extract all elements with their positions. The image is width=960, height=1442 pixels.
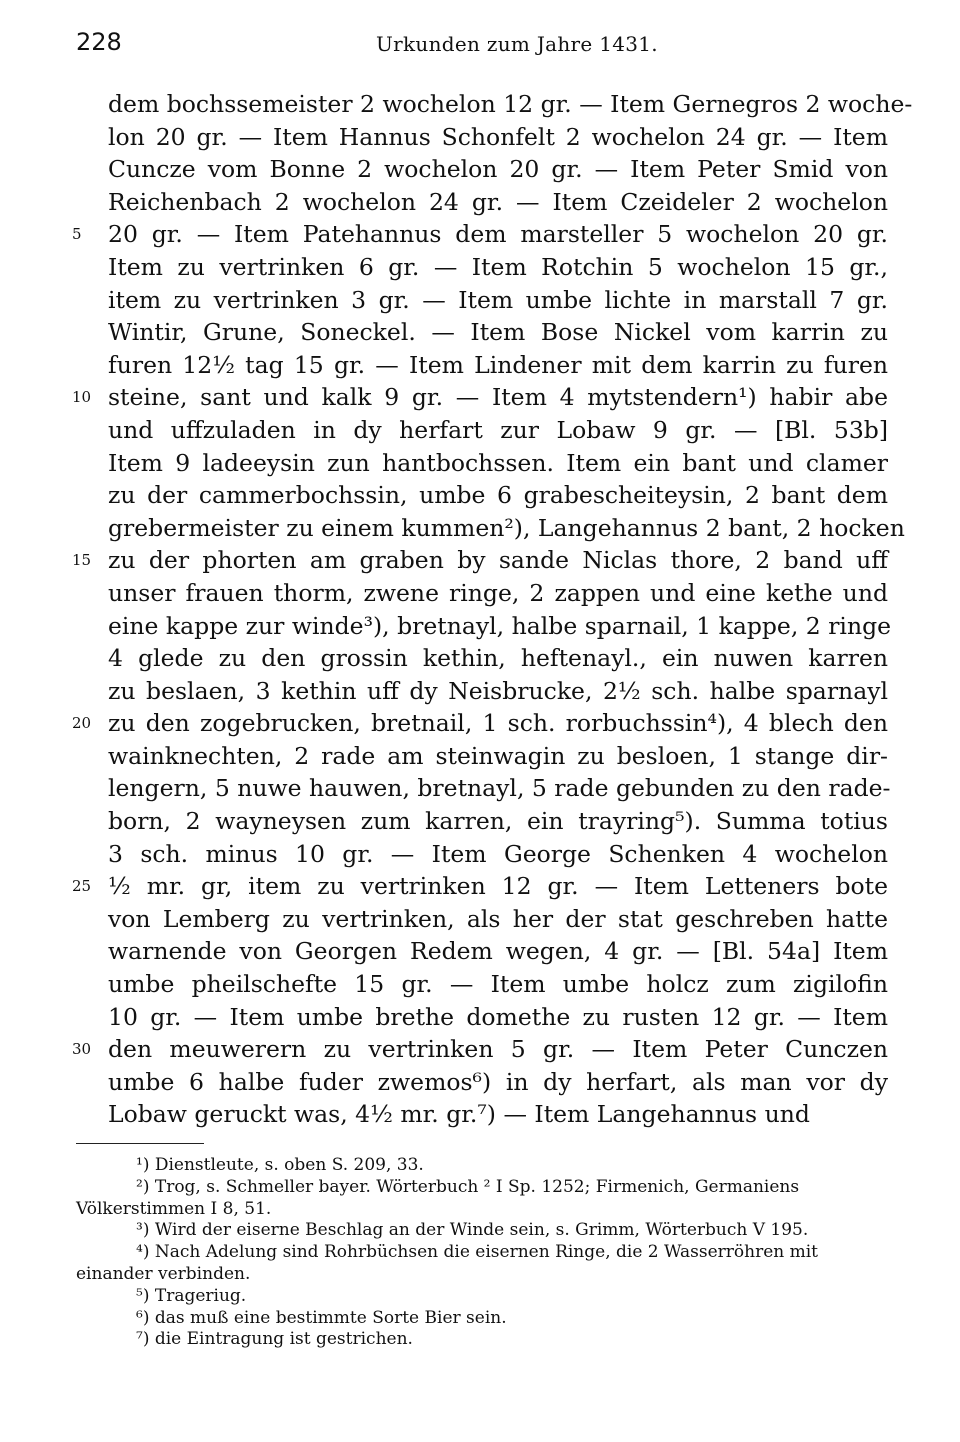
text-line: grebermeister zu einem kummen²), Langehannus 2 bant, 2 hocken <box>108 513 905 542</box>
footnote: ⁵) Trageriug. <box>136 1285 247 1306</box>
text-line: den meuwerern zu vertrinken 5 gr. — Item Peter Cunczen <box>108 1035 888 1064</box>
running-title: Urkunden zum Jahre 1431. <box>376 32 658 56</box>
text-line-wrapper <box>72 1033 888 1066</box>
text-line: lengern, 5 nuwe hauwen, bretnayl, 5 rade gebunden zu den rade- <box>108 774 891 803</box>
footnote-continuation: Völkerstimmen I 8, 51. <box>76 1198 272 1219</box>
text-line: 3 sch. minus 10 gr. — Item George Schenken 4 wochelon <box>108 839 888 868</box>
text-line-wrapper <box>72 381 888 414</box>
text-line: Item zu vertrinken 6 gr. — Item Rotchin 5 wochelon 15 gr., <box>108 252 888 281</box>
text-line: umbe pheilschefte 15 gr. — Item umbe holcz zum zigilofin <box>108 970 888 999</box>
text-line: ½ mr. gr, item zu vertrinken 12 gr. — Item Letteners bote <box>108 872 888 901</box>
text-line-wrapper <box>72 707 888 740</box>
text-line: warnende von Georgen Redem wegen, 4 gr. — [Bl. 54a] Item <box>108 937 888 966</box>
text-line: Lobaw geruckt was, 4½ mr. gr.⁷) — Item Langehannus und <box>108 1100 810 1129</box>
text-line: und uffzuladen in dy herfart zur Lobaw 9 gr. — [Bl. 53b] <box>108 415 888 444</box>
footnote: ¹) Dienstleute, s. oben S. 209, 33. <box>136 1155 424 1175</box>
text-line: steine, sant und kalk 9 gr. — Item 4 mytstendern¹) habir abe <box>108 383 888 412</box>
text-line: zu der cammerbochssin, umbe 6 grabescheiteysin, 2 bant dem <box>108 481 888 510</box>
text-line: 20 gr. — Item Patehannus dem marsteller 5 wochelon 20 gr. <box>108 220 888 249</box>
footnote-divider <box>76 1143 204 1144</box>
text-line: umbe 6 halbe fuder zwemos⁶) in dy herfart, als man vor dy <box>108 1067 888 1096</box>
text-line: furen 12½ tag 15 gr. — Item Lindener mit dem karrin zu furen <box>108 350 888 379</box>
text-line: Item 9 ladeeysin zun hantbochssen. Item ein bant und clamer <box>108 448 888 477</box>
line-number: 25 <box>72 877 92 896</box>
text-line: 10 gr. — Item umbe brethe domethe zu rusten 12 gr. — Item <box>108 1002 888 1031</box>
page-header <box>76 28 886 64</box>
footnote: ²) Trog, s. Schmeller bayer. Wörterbuch ² I Sp. 1252; Firmenich, Germaniens <box>136 1176 800 1197</box>
page-number: 228 <box>76 28 122 56</box>
text-line: Wintir, Grune, Soneckel. — Item Bose Nickel vom karrin zu <box>108 318 888 347</box>
text-line-wrapper <box>72 870 888 903</box>
line-number: 20 <box>72 714 92 733</box>
text-line: von Lemberg zu vertrinken, als her der stat geschreben hatte <box>108 904 888 933</box>
line-number: 30 <box>72 1040 92 1059</box>
text-line: lon 20 gr. — Item Hannus Schonfelt 2 wochelon 24 gr. — Item <box>108 122 888 151</box>
line-number: 10 <box>72 388 92 407</box>
footnote-continuation: einander verbinden. <box>76 1263 251 1284</box>
line-number: 15 <box>72 551 92 570</box>
text-line: zu den zogebrucken, bretnail, 1 sch. rorbuchssin⁴), 4 blech den <box>108 709 888 738</box>
line-number: 5 <box>72 225 82 244</box>
text-line-wrapper <box>72 218 888 251</box>
text-line: unser frauen thorm, zwene ringe, 2 zappen und eine kethe und <box>108 578 888 607</box>
text-line: Reichenbach 2 wochelon 24 gr. — Item Czeideler 2 wochelon <box>108 187 888 216</box>
text-line-wrapper <box>72 544 888 577</box>
text-line: dem bochssemeister 2 wochelon 12 gr. — Item Gernegros 2 woche- <box>108 90 913 118</box>
footnote: ³) Wird der eiserne Beschlag an der Winde sein, s. Grimm, Wörterbuch V 195. <box>136 1220 809 1241</box>
text-line: zu der phorten am graben by sande Niclas thore, 2 band uff <box>108 546 888 575</box>
text-line: item zu vertrinken 3 gr. — Item umbe lichte in marstall 7 gr. <box>108 285 888 314</box>
text-line: 4 glede zu den grossin kethin, heftenayl., ein nuwen karren <box>108 644 888 673</box>
footnote: ⁶) das muß eine bestimmte Sorte Bier sein. <box>136 1307 507 1328</box>
main-text <box>72 88 913 1131</box>
text-line: born, 2 wayneysen zum karren, ein trayring⁵). Summa totius <box>108 807 888 836</box>
text-line: eine kappe zur winde³), bretnayl, halbe sparnail, 1 kappe, 2 ringe <box>108 611 892 640</box>
text-line: Cuncze vom Bonne 2 wochelon 20 gr. — Item Peter Smid von <box>108 155 888 184</box>
footnote: ⁷) die Eintragung ist gestrichen. <box>136 1329 413 1350</box>
footnote: ⁴) Nach Adelung sind Rohrbüchsen die eisernen Ringe, die 2 Wasserröhren mit <box>136 1242 819 1263</box>
text-line: zu beslaen, 3 kethin uff dy Neisbrucke, 2½ sch. halbe sparnayl <box>108 676 888 705</box>
text-line: wainknechten, 2 rade am steinwagin zu besloen, 1 stange dir- <box>108 741 888 770</box>
footnotes <box>76 1155 896 1351</box>
